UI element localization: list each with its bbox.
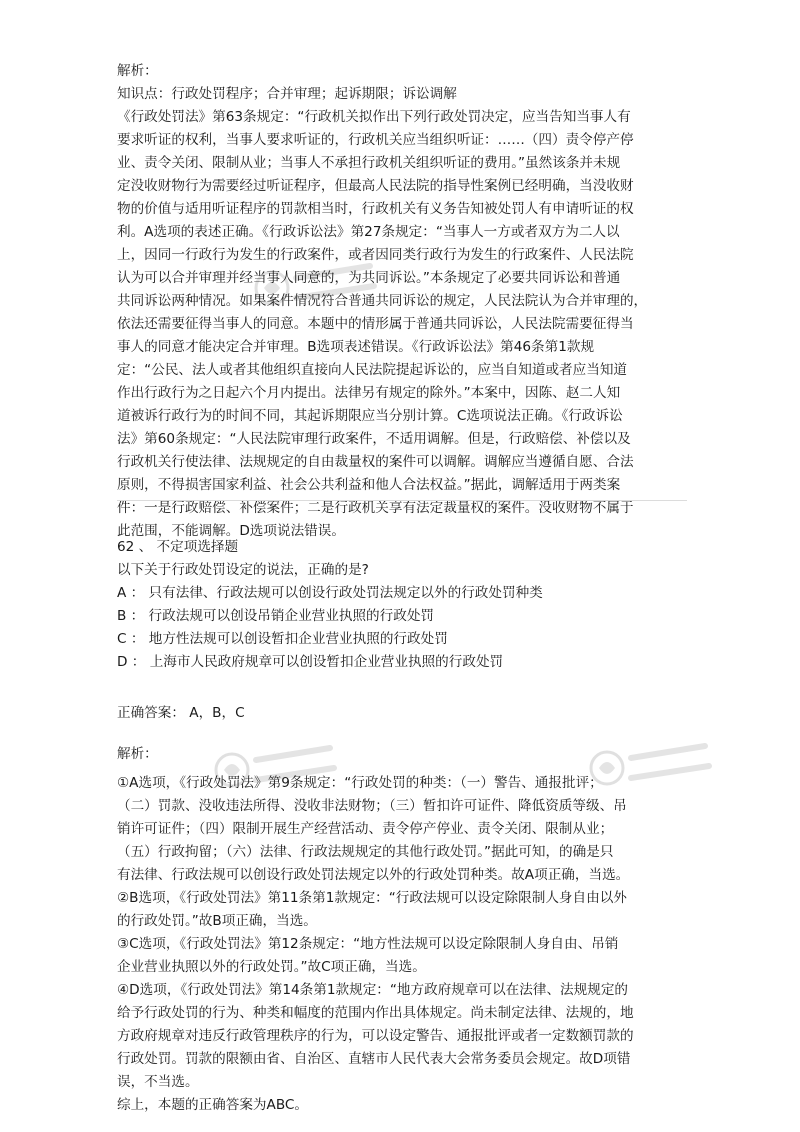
explanation-heading: 解析：: [117, 63, 158, 79]
explanation-line: 作出行政行为之日起六个月内提出。法律另有规定的除外。”本案中，因陈、赵二人知: [117, 385, 621, 401]
explanation-line: 此范围，不能调解。D选项说法错误。: [117, 523, 345, 539]
explanation-line: 销许可证件；（四）限制开展生产经营活动、责令停产停业、责令关闭、限制从业；: [117, 821, 614, 837]
explanation-line: 道被诉行政行为的时间不同，其起诉期限应当分别计算。C选项说法正确。《行政诉讼: [117, 408, 623, 424]
explanation-line: ①A选项，《行政处罚法》第9条规定：“行政处罚的种类：（一）警告、通报批评；: [117, 775, 603, 791]
explanation-line: 行政机关行使法律、法规规定的自由裁量权的案件可以调解。调解应当遵循自愿、合法: [117, 454, 634, 470]
explanation-line: 法》第60条规定：“人民法院审理行政案件，不适用调解。但是，行政赔偿、补偿以及: [117, 431, 631, 447]
explanation-line: 件：一是行政赔偿、补偿案件；二是行政机关享有法定裁量权的案件。没收财物不属于: [117, 500, 634, 516]
explanation-line: 定没收财物行为需要经过听证程序，但最高人民法院的指导性案例已经明确，当没收财: [117, 178, 634, 194]
answer-block: [117, 702, 687, 725]
explanation-line: 原则，不得损害国家利益、社会公共利益和他人合法权益。”据此，调解适用于两类案: [117, 477, 621, 493]
option-b: B ： 行政法规可以创设吊销企业营业执照的行政处罚: [117, 608, 435, 624]
explanation-line: 业、责令关闭、限制从业；当事人不承担行政机关组织听证的费用。”虽然该条并未规: [117, 155, 621, 171]
explanation-line: 认为可以合并审理并经当事人同意的，为共同诉讼。”本条规定了必要共同诉讼和普通: [117, 270, 621, 286]
explanation-line: （五）行政拘留；（六）法律、行政法规规定的其他行政处罚。”据此可知，的确是只: [117, 844, 614, 860]
question-block: [117, 536, 687, 674]
explanation-line: 知识点：行政处罚程序；合并审理；起诉期限；诉讼调解: [117, 86, 457, 102]
explanation-section-2: [117, 743, 687, 1117]
explanation-line: 事人的同意才能决定合并审理。B选项表述错误。《行政诉讼法》第46条第1款规: [117, 339, 595, 355]
explanation-line: （二）罚款、没收违法所得、没收非法财物；（三）暂扣许可证件、降低资质等级、吊: [117, 798, 627, 814]
explanation-line: ③C选项，《行政处罚法》第12条规定：“地方性法规可以设定除限制人身自由、吊销: [117, 936, 619, 952]
explanation-line: 物的价值与适用听证程序的罚款相当时，行政机关有义务告知被处罚人有申请听证的权: [117, 201, 634, 217]
explanation-line: 上，因同一行政行为发生的行政案件，或者因同类行政行为发生的行政案件、人民法院: [117, 247, 634, 263]
explanation-line: 误，不当选。: [117, 1074, 199, 1090]
option-c: C ： 地方性法规可以创设暂扣企业营业执照的行政处罚: [117, 631, 448, 647]
explanation-line: 有法律、行政法规可以创设行政处罚法规定以外的行政处罚种类。故A项正确，当选。: [117, 867, 630, 883]
question-stem: 以下关于行政处罚设定的说法，正确的是?: [117, 562, 369, 578]
explanation-line: 企业营业执照以外的行政处罚。”故C项正确，当选。: [117, 959, 426, 975]
explanation-line: 利。A选项的表述正确。《行政诉讼法》第27条规定：“当事人一方或者双方为二人以: [117, 224, 620, 240]
question-number: 62 、 不定项选择题: [117, 539, 239, 555]
option-d: D ： 上海市人民政府规章可以创设暂扣企业营业执照的行政处罚: [117, 654, 504, 670]
explanation-heading: 解析：: [117, 746, 158, 762]
explanation-line: 共同诉讼两种情况。如果案件情况符合普通共同诉讼的规定，人民法院认为合并审理的，: [117, 293, 648, 309]
explanation-line: 定：“公民、法人或者其他组织直接向人民法院提起诉讼的，应当自知道或者应当知道: [117, 362, 628, 378]
explanation-section-1: [117, 60, 687, 543]
explanation-line: 综上，本题的正确答案为ABC。: [117, 1097, 309, 1113]
explanation-line: 《行政处罚法》第63条规定：“行政机关拟作出下列行政处罚决定，应当告知当事人有: [117, 109, 631, 125]
correct-answer: 正确答案： A，B，C: [117, 705, 245, 721]
explanation-line: 依法还需要征得当事人的同意。本题中的情形属于普通共同诉讼，人民法院需要征得当: [117, 316, 634, 332]
option-a: A ： 只有法律、行政法规可以创设行政处罚法规定以外的行政处罚种类: [117, 585, 543, 601]
explanation-line: 要求听证的权利，当事人要求听证的，行政机关应当组织听证：……（四）责令停产停: [117, 132, 634, 148]
explanation-line: 行政处罚。罚款的限额由省、自治区、直辖市人民代表大会常务委员会规定。故D项错: [117, 1051, 631, 1067]
explanation-line: 给予行政处罚的行为、种类和幅度的范围内作出具体规定。尚未制定法律、法规的，地: [117, 1005, 634, 1021]
section-divider: [117, 500, 687, 501]
explanation-line: ④D选项，《行政处罚法》第14条第1款规定：“地方政府规章可以在法律、法规规定的: [117, 982, 629, 998]
explanation-line: 方政府规章对违反行政管理秩序的行为，可以设定警告、通报批评或者一定数额罚款的: [117, 1028, 634, 1044]
explanation-line: ②B选项，《行政处罚法》第11条第1款规定：“行政法规可以设定除限制人身自由以外: [117, 890, 627, 906]
explanation-line: 的行政处罚。”故B项正确，当选。: [117, 913, 317, 929]
